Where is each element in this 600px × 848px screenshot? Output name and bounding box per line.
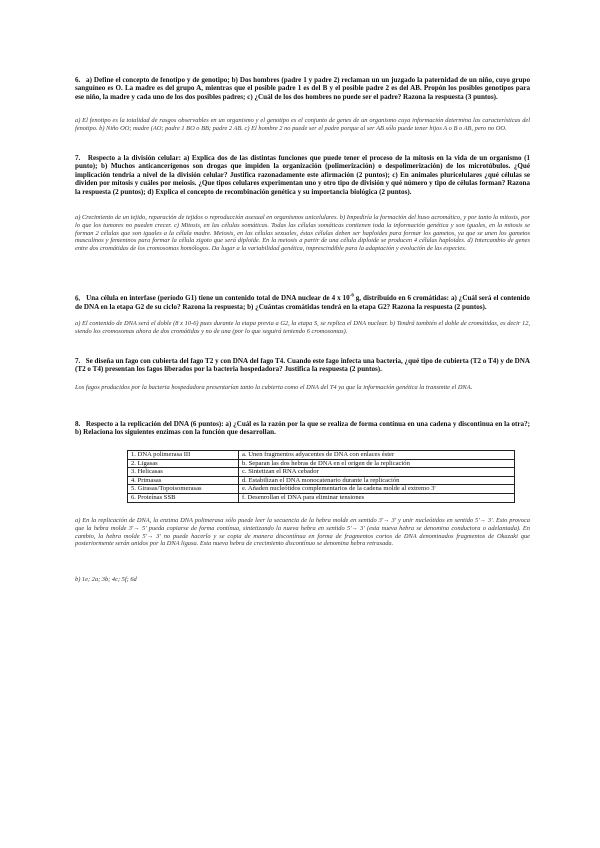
function-cell: f. Desenrollan el DNA para eliminar tensiones	[239, 493, 515, 502]
function-cell: c. Sintetizan el RNA cebador	[239, 468, 515, 477]
question-number: 7.	[75, 154, 81, 162]
question-number: 6.	[75, 76, 81, 84]
question-prompt: Una célula en interfase (período G1) tiene un contenido total de DNA nuclear de 4 x $10^{-6}$ g, distribuido en 6 cromátidas: a) ¿Cuál será el contenido de DNA en la etapa G2 de su ciclo? Razona la respuesta; b) ¿Cuántas cromátidas tendrá en la etapa G2? Razona la respuesta (2 puntos).	[75, 294, 530, 311]
question-dna-content	[75, 293, 530, 311]
answer-replication: a) En la replicación de DNA, la enzima DNA polimerasa sólo puede leer la secuencia de la hebra molde en sentido 3'→ 3' y unir nucleótidos en sentido 5'→ 3'. Esto provoca que la hebra molde 3'→ 5' pueda copiarse de forma contínua, sintetizando la nueva hebra en sentido 5'→ 3' (esta nueva hebra se denomina conductora o adelantada). En cambio, la hebra molde 5'→ 3' no puede hacerlo y se copia de manera discontínua en forma de fragmentos cortos de DNA denominados fragmentos de Okazaki que posteriormente serán unidos por la DNA ligasa. Esta nueva hebra de crecimiento discontínuo se denomina hebra retrasada.	[75, 517, 530, 548]
question-7	[75, 154, 530, 196]
question-prompt: Se diseña un fago con cubierta del fago T2 y con DNA del fago T4. Cuando este fago infecta una bacteria, ¿qué tipo de cubierta (T2 o T4) y de DNA (T2 o T4) presentan los fagos liberados por la bacteria hospedadora? Justifica la respuesta (2 puntos).	[75, 357, 530, 374]
table-row	[128, 493, 515, 502]
enzyme-cell: 5. Girasas/Topoisomerasas	[128, 485, 239, 494]
question-prompt: Respecto a la replicación del DNA (6 puntos): a) ¿Cuál es la razón por la que se realiza de forma contínua en una cadena y discontinua en la otra?; b) Relaciona los siguientes enzimas con la función que desarrollan.	[75, 420, 530, 437]
table-row	[128, 476, 515, 485]
table-row	[128, 468, 515, 477]
question-prompt: a) Define el concepto de fenotipo y de genotipo; b) Dos hombres (padre 1 y padre 2) reclaman un un juzgado la paternidad de un niño, cuyo grupo sanguíneo es O. La madre es del grupo A, mientras que el posible padre 1 es del B y el posible padre 2 es del AB. Propón los posibles genotipos para ese niño, la madre y cada uno de los dos posibles padres; c) ¿Cuál de los dos hombres no puede ser el padre? Razona la respuesta (3 puntos).	[75, 76, 531, 101]
table-row	[128, 459, 515, 468]
answer-6: a) El fenotipo es la totalidad de rasgos observables en un organismo y el genotipo es el conjunto de genes de un organismo cuya información determina las características del fenotipo. b) Niño OO; madre (AO; padre 1 BO o BB; padre 2 AB. c) El hombre 2 no puede ser el padre porque al ser AB sólo puede tener hijos A o B o AB, pero no OO.	[75, 117, 530, 132]
table-row	[128, 451, 515, 460]
function-cell: e. Añaden nucleótidos complementarios de la cadena molde al extremo 3'	[239, 485, 515, 494]
table-row	[128, 485, 515, 494]
enzyme-cell: 3. Helicasas	[128, 468, 239, 477]
enzyme-cell: 6. Proteínas SSB	[128, 493, 239, 502]
answer-7: a) Crecimiento de un tejido, reparación de tejidos o reproducción asexual en organismos unicelulares. b) Impediría la formación del huso acromático, y por tanto la mitosis, por lo que los tumores no pueden crecer. c) Mitosis, en las células somáticas. Todas las células somáticas contienen toda la información genética y son iguales, en la mitosis se forman 2 células que son iguales a la célula madre. Meiosis, en las células sexuales, éstas células deben ser haploides para formar los gametos, ya que se unen los gametos masculinos y femeninos para formar la célula zigoto que será diploide. En la meiosis a partir de una célula diploide se producen 4 células haploides. d) Intercambio de genes entre dos cromátidas de los cromosomas homólogos. Da lugar a la variabilidad genética, imprescindible para la adaptación y evolución de las especies.	[75, 214, 530, 253]
enzyme-table	[127, 450, 515, 503]
enzyme-cell: 1. DNA polimerasa III	[128, 451, 239, 460]
answer-phage: Los fagos producidos por la bacteria hospedadora presentarían tanto la cubierta como el DNA del T4 ya que la información genética la transmite el DNA.	[75, 384, 473, 391]
function-cell: a. Unen fragmentos adyacentes de DNA con enlaces éster	[239, 451, 515, 460]
question-prompt: Respecto a la división celular: a) Explica dos de las distintas funciones que puede tener el proceso de la mitosis en la vida de un organismo (1 punto); b) Muchos anticancerígenos son drogas que impiden la organización (polimerización) o despolimerización) de los microtúbulos. ¿Qué implicación tendría a nivel de la división celular? Justifica razonadamente este afirmación (2 puntos); c) En animales pluricelulares ¿qué células se dividen por mitosis y cuáles por meiosis. ¿Que tipos celulares experimentan uno y otro tipo de división y qué número y tipo de células forman? Razona la respuesta (2 puntos); d) Explica el concepto de recombinación genética y su importancia biológica (2 puntos).	[75, 154, 530, 196]
enzyme-cell: 4. Primasas	[128, 476, 239, 485]
question-phage	[75, 357, 530, 374]
question-number: 8.	[75, 420, 81, 428]
question-replication	[75, 420, 530, 437]
enzyme-cell: 2. Ligasas	[128, 459, 239, 468]
answer-pairs: b) 1e; 2a; 3b; 4c; 5f; 6d	[75, 576, 137, 583]
question-number: 6.	[75, 294, 81, 303]
function-cell: b. Separan las dos hebras de DNA en el origen de la replicación	[239, 459, 515, 468]
answer-dna-content: a) El contenido de DNA será el doble (8 x 10-6) pues durante la etapa previa a G2, la etapa S, se replica el DNA nuclear. b) Tendrá también el doble de cromátidas, es decir 12, siendo los cromosomas ahora de dos cromátidas y no de una (por lo que seguirá teniendo 6 cromosomas).	[75, 320, 530, 335]
question-number: 7.	[75, 357, 81, 365]
function-cell: d. Estabilizan el DNA monocatenario durante la replicación	[239, 476, 515, 485]
question-6	[75, 76, 530, 101]
exponent: -6	[349, 294, 354, 299]
